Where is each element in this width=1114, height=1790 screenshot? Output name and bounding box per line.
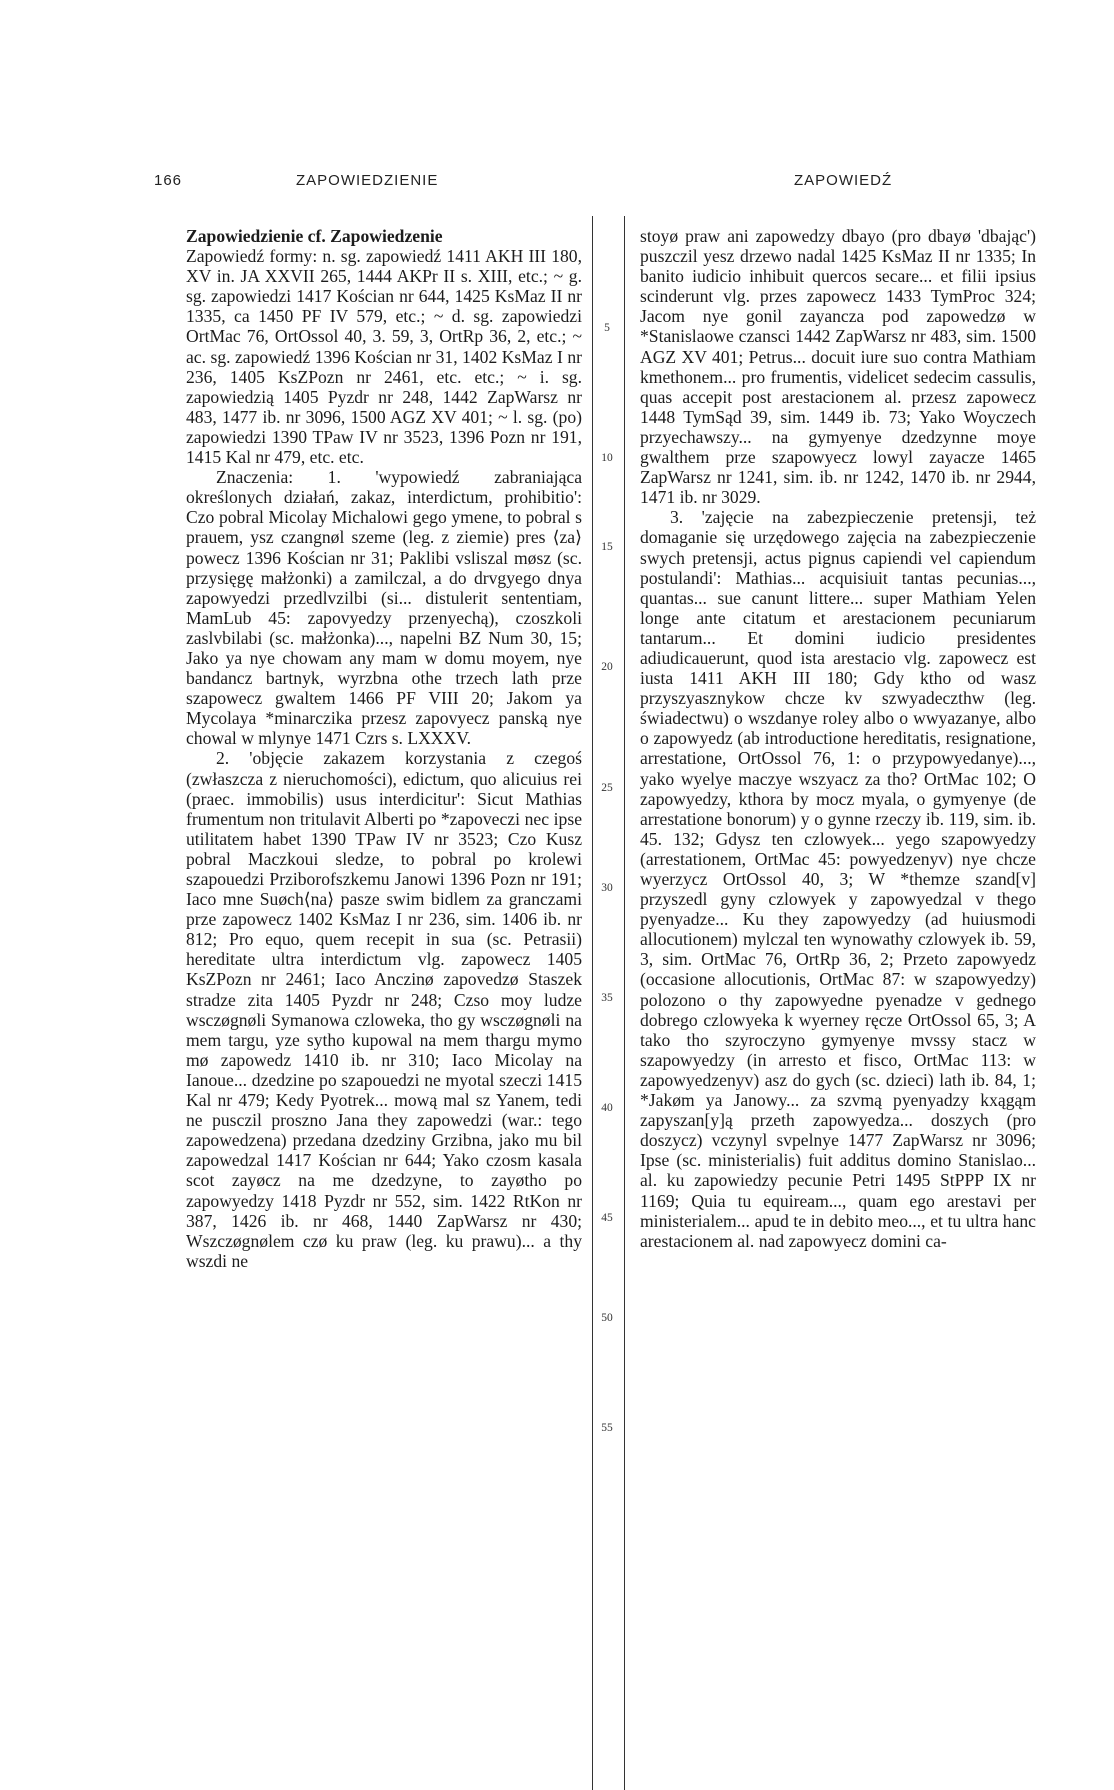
meaning-2: 2. 'objęcie zakazem korzystania z czegoś (zwłaszcza z nieruchomości), edictum, quo alicuius rei (praec. immobilis) usus interdicitur': Sicut Mathias frumentum non tritulavit Alberti po *zapoveczi nec ipse utilitatem habet 1390 TPaw IV nr 3523; Czo Kusz pobral Maczkoui sledze, to pobral po krolewi szapouedzi Prziborofszkemu Janowi 1396 Pozn nr 191; Iaco mne Suøch⟨na⟩ pasze swim bidlem za granczami prze zapowecz 1402 KsMaz I nr 236, sim. 1406 ib. nr 812; Pro equo, quem recepit in sua (sc. Petrasii) hereditate ultra interdictum vlg. zapowecz 1405 KsZPozn nr 2461; Iaco Anczinø zapovedzø Staszek stradze zita 1405 Pyzdr nr 248; Czso moy ludze wsczøgnøli Symanowa czloweka, tho gy wsczøgnøli na mem targu, yze sytho kupowal na mem thargu mymo mø zapowedz 1410 ib. nr 310; Iaco Micolay na Ianoue... dzedzine po szapouedzi ne myotal szeczi 1415 Kal nr 479; Kedy Pyotrek... mową mal sz Yanem, tedi ne pusczil proszno Jana they zapowedzi (war.: tego zapowedzena) przedana dzedziny Grzibna, jako mu bil zapowedzal 1417 Kościan nr 644; Yako czosm kasala scot zayøcz na me dzedzyne, to zayøtho po zapowyedzy 1418 Pyzdr nr 552, sim. 1422 RtKon nr 387, 1426 ib. nr 468, 1440 ZapWarsz nr 430; Wszczøgnølem czø ku praw (leg. ku prawu)... a thy wszdi ne <box>186 748 582 1271</box>
meaning-3: 3. 'zajęcie na zabezpieczenie pretensji, też domaganie się urzędowego zajęcia na zabezpieczenie swych pretensji, actus pignus capiendi vel capiendum postulandi': Mathias... acquisiuit tantas pecunias..., quantas... sue canunt littere... super Mathiam Yelen longe ante citatum et arestacionem pecuniarum tantarum... Et domini iudicio presidentes adiudicauerunt, quod ista arestacio vlg. zapowecz est iusta 1411 AKH III 180; Gdy ktho od wasz przyszyasznykow chcze kv szwyadeczthw (leg. świadectwu) o wszdanye roley albo o wwyazanye, albo o zapowyedz (ab introductione hereditatis, resignatione, arrestatione, OrtOssol 76, 1: o przypowyedanye)..., yako wyelye maczye wszyacz za tho? OrtMac 102; O zapowyedzy, kthora by mocz myala, o gymyenye (de arrestatione bonorum) y o gynne rzeczy ib. 119, sim. ib. 45. 132; Gdysz ten czlowyek... yego szapowyedzy (arrestationem, OrtMac 45: powyedzenyv) nye chcze wyerzycz OrtOssol 40, 3; W *themze szand[v] przyszedl gyny czlowyek y zapowyedzal v thego pyenyadze... Ku they zapowyedzy (ad huiusmodi allocutionem) mylczal ten wynowathy czlowyek ib. 59, 3, sim. OrtMac 76, OrtRp 36, 2; Przeto zapowyedz (occasione allocutionis, OrtMac 87: w szapowyedzy) polozono o thy zapowyedne pyenadze v gednego dobrego czlowyeka k wyerney ręcze OrtOssol 65, 3; A tako tho szyroczyno gymyenye mvssy stacz w szapowyedzy (in arresto et fisco, OrtMac 113: w zapowyedzenyv) asz do gych (sc. dzieci) lath ib. 84, 1; *Jakøm ya Janowy... za szvmą pyenyadzy kxągąm zapyszan[y]ą przeth zapowyedza... doszych (pro doszycz) vczynyl svpelnye 1477 ZapWarsz nr 3096; Ipse (sc. ministerialis) fuit additus domino Stanislao... al. ku zapowiedzy pecunie Petri 1495 StPPP IX nr 1169; Quia tu equiream..., quam ego arestavi per ministerialem... apud te in debito meo..., et tu ultra hanc arestacionem al. nad zapowyecz domini ca- <box>640 507 1036 1251</box>
line-number: 5 <box>604 322 610 334</box>
meaning-2-continued: stoyø praw ani zapowedzy dbayo (pro dbayø 'dbając') puszczil yesz drzewo nadal 1425 KsMaz II nr 1335; In banito iudicio inhibuit quercos secare... et filii ipsius scinderunt vlg. przes zapowecz 1433 TymProc 324; Jacom nye gonil zayancza pod zapowedzø w *Stanislaowe czansci 1442 ZapWarsz nr 483, sim. 1500 AGZ XV 401; Petrus... docuit iure suo contra Mathiam kmethonem... pro frumentis, videlicet sedecim cassulis, quas accepit post arestacionem al. przesz zapowecz 1448 TymSąd 39, sim. 1449 ib. 73; Yako Woyczech przyechawszy... na gymyenye dzedzynne moye gwalthem prze szapowyecz lowyl zayacze 1465 ZapWarsz nr 1241, sim. ib. nr 1242, 1470 ib. nr 2944, 1471 ib. nr 3029. <box>640 226 1036 508</box>
entry-forms: Zapowiedź formy: n. sg. zapowiedź 1411 AKH III 180, XV in. JA XXVII 265, 1444 AKPr II s. XIII, etc.; ~ g. sg. zapowiedzi 1417 Kościan nr 644, 1425 KsMaz II nr 1335, ca 1450 PF IV 579, etc.; ~ d. sg. zapowiedzi OrtMac 76, OrtOssol 40, 3. 59, 3, OrtRp 36, 2, etc.; ~ ac. sg. zapowiedź 1396 Kościan nr 31, 1402 KsMaz I nr 236, 1405 KsZPozn nr 2461, etc. etc.; ~ i. sg. zapowiedzią 1405 Pyzdr nr 248, 1442 ZapWarsz nr 483, 1477 ib. nr 3096, 1500 AGZ XV 401; ~ l. sg. (po) zapowiedzi 1390 TPaw IV nr 3523, 1396 Pozn nr 191, 1415 Kal nr 479, etc. etc. <box>186 246 582 468</box>
line-number: 45 <box>601 1212 613 1224</box>
line-number: 10 <box>601 452 613 464</box>
page-number: 166 <box>154 172 183 189</box>
line-number: 40 <box>601 1102 613 1114</box>
line-number: 55 <box>601 1422 613 1434</box>
entry-cross-reference: Zapowiedzienie cf. Zapowiedzenie <box>186 226 443 246</box>
line-number: 30 <box>601 882 613 894</box>
line-number: 20 <box>601 661 613 673</box>
running-title-right: ZAPOWIEDŹ <box>794 172 893 189</box>
line-number: 15 <box>601 541 613 553</box>
right-column <box>640 226 1036 1251</box>
left-column <box>186 226 582 1271</box>
line-number: 25 <box>601 782 613 794</box>
line-number: 35 <box>601 992 613 1004</box>
line-number: 50 <box>601 1312 613 1324</box>
column-rule-left <box>592 216 593 1790</box>
meaning-1: Znaczenia: 1. 'wypowiedź zabraniająca określonych działań, zakaz, interdictum, prohibitio': Czo pobral Micolay Michalowi gego ymene, to pobral s prauem, ysz czangnøl szeme (leg. z ziemie) pres ⟨za⟩powecz 1396 Kościan nr 31; Paklibi vsliszal møsz (sc. przysięgę małżonki) a zamilczal, a do drvgyego dnya zapowyedzi przedlvzilbi (si... distulerit sententiam, MamLub 45: zapovyedzy przenyechą), czoszkoli zaslvbilabi (sc. małżonka)..., napelni BZ Num 30, 15; Jako ya nye chowam any mam w domu moyem, nye bandancz bartnyk, wyrzbna othe trzech lath prze szapowecz gwaltem 1466 PF VIII 20; Jakom ya Mycolaya *minarczika przesz zapovyecz panską nye chowal w mlynye 1471 Czrs s. LXXXV. <box>186 467 582 749</box>
column-rule-right <box>624 216 625 1790</box>
running-title-left: ZAPOWIEDZIENIE <box>296 172 439 189</box>
